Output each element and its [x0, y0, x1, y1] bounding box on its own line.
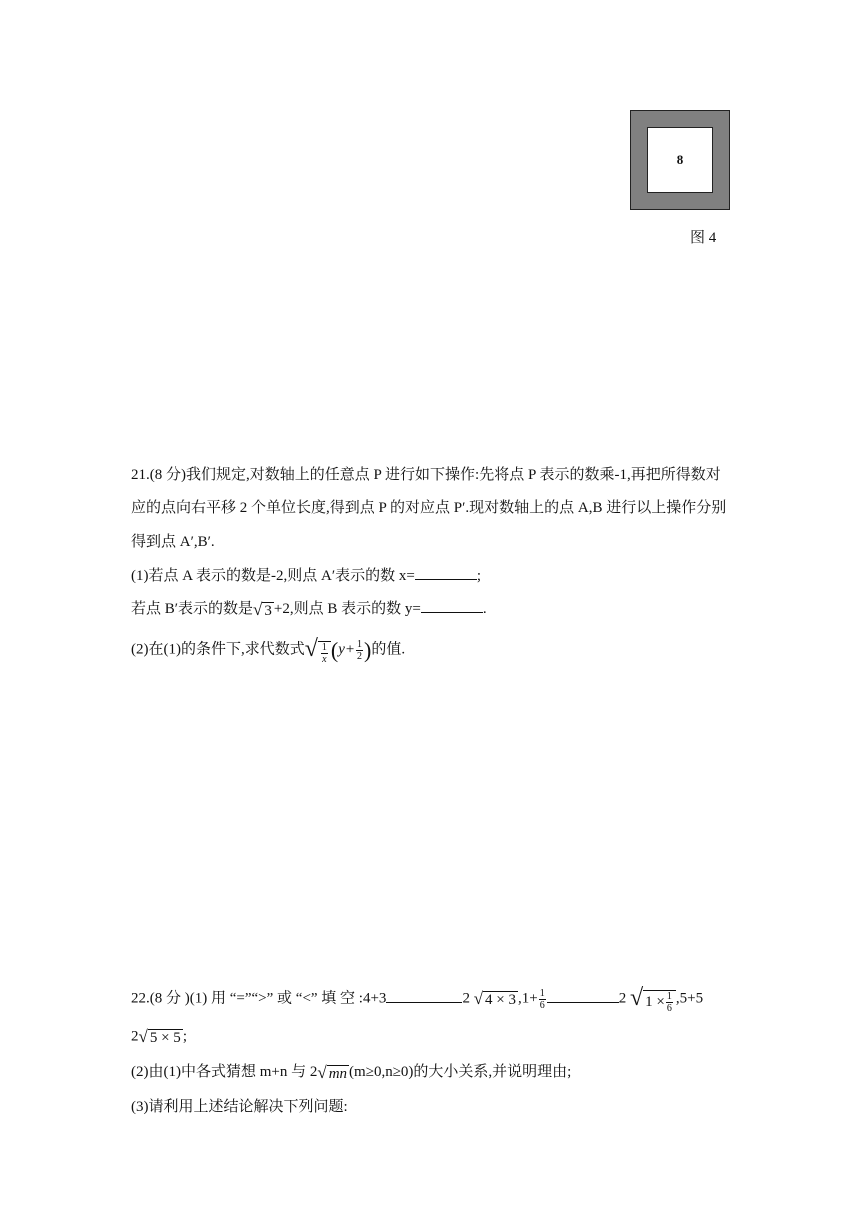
figure-4-label: 8: [676, 152, 684, 167]
q22-part-3: (3)请利用上述结论解决下列问题:: [131, 1099, 348, 1115]
q22-part-2-post: (m≥0,n≥0)的大小关系,并说明理由;: [349, 1064, 572, 1080]
sqrt-4x3: √ 4 × 3: [473, 989, 516, 1009]
q22-line-2: [131, 1027, 187, 1047]
figure-4-inner-square: [647, 127, 713, 193]
answer-blank-1[interactable]: [386, 988, 462, 1003]
q22-two-3: 2: [131, 1028, 139, 1045]
q21-part-1a-text: (1)若点 A 表示的数是-2,则点 A′表示的数 x=: [131, 568, 415, 584]
q21-part-1b-pre: 若点 B′表示的数是: [131, 601, 254, 617]
sqrt-mn: √ mn: [317, 1062, 348, 1082]
q22-line-2-post: ;: [182, 1028, 187, 1045]
q21-part-2-pre: (2)在(1)的条件下,求代数式: [131, 641, 305, 658]
answer-blank-2[interactable]: [547, 988, 619, 1003]
q22-line-1: [131, 985, 703, 1014]
sqrt-3: √ 3: [253, 599, 272, 619]
fraction-one-sixth: $\frac{1}{6}$: [539, 987, 545, 1011]
q21-line-3: 得到点 A′,B′.: [131, 534, 215, 550]
q21-part-2-y: y+: [338, 641, 356, 658]
q22-line-1-pre: 22.(8 分 )(1) 用 “=”“>” 或 “<” 填 空 :4+3: [131, 990, 387, 1007]
answer-blank-y[interactable]: [421, 598, 483, 613]
q22-line-1-mid: ,1+: [518, 990, 538, 1007]
q21-line-2: 应的点向右平移 2 个单位长度,得到点 P 的对应点 P′.现对数轴上的点 A,B 进行以上操作分别: [131, 500, 727, 516]
q22-part-2-pre: (2)由(1)中各式猜想 m+n 与 2: [131, 1064, 318, 1080]
sqrt-1x1over6: √ 1 × $\frac{1}{6}$: [630, 985, 676, 1014]
q22-line-1-post: ,5+5: [675, 990, 704, 1007]
q22-two-2: 2: [618, 990, 627, 1007]
sqrt-one-over-x: √ $\frac{1}{x}$: [305, 636, 331, 665]
figure-4-caption: 图 4: [690, 230, 717, 246]
sqrt-5x5: √ 5 × 5: [138, 1027, 181, 1046]
answer-blank-x[interactable]: [415, 565, 477, 580]
q21-part-1a: (1)若点 A 表示的数是-2,则点 A′表示的数 x= ;: [131, 564, 481, 585]
q21-line-1: 21.(8 分)我们规定,对数轴上的任意点 P 进行如下操作:先将点 P 表示的数乘-1,再把所得数对: [131, 467, 721, 483]
q21-part-2-post: 的值.: [371, 641, 406, 658]
q21-part-1b-mid: +2,则点 B 表示的数 y=: [273, 601, 421, 617]
q22-two-1: 2: [462, 990, 470, 1007]
q21-part-1b: 若点 B′表示的数是√ 3 +2,则点 B 表示的数 y= .: [131, 599, 487, 619]
q21-part-2: (2)在(1)的条件下,求代数式√ $\frac{1}{x}$ (y+ $\frac{1}{2}$ )的值.: [131, 636, 406, 665]
q22-part-2: [131, 1060, 571, 1083]
fraction-one-half: $\frac{1}{2}$: [357, 638, 363, 662]
figure-4-outer-square: [630, 110, 730, 210]
